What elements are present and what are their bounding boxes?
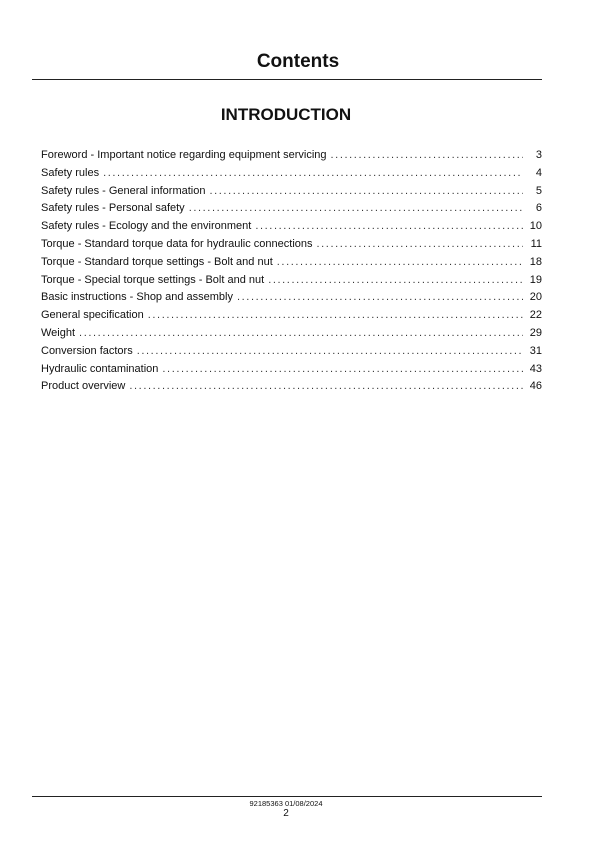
toc-entry-page: 5	[535, 184, 542, 197]
toc-entry-label: Safety rules	[41, 166, 100, 179]
toc-leader-dots	[129, 378, 523, 396]
toc-leader-dots	[209, 183, 523, 201]
toc-entry-label: Safety rules - General information	[41, 184, 206, 197]
title-divider	[32, 79, 542, 80]
toc-entry-label: Basic instructions - Shop and assembly	[41, 291, 233, 304]
toc-leader-dots	[237, 289, 523, 307]
toc-entry-page: 6	[535, 202, 542, 215]
toc-leader-dots	[189, 200, 523, 218]
toc-entry[interactable]	[41, 289, 542, 307]
toc-entry[interactable]	[41, 325, 542, 343]
toc-entry-label: Torque - Standard torque data for hydraulic connections	[41, 237, 313, 250]
toc-leader-dots	[268, 272, 523, 290]
toc-leader-dots	[148, 307, 523, 325]
toc-entry[interactable]	[41, 165, 542, 183]
toc-entry-page: 20	[529, 291, 542, 304]
toc-leader-dots	[137, 343, 523, 361]
footer-doc-code: 92185363 01/08/2024	[249, 799, 323, 808]
toc-entry-label: Foreword - Important notice regarding equipment servicing	[41, 149, 327, 161]
toc-entry-label: Torque - Special torque settings - Bolt and nut	[41, 273, 265, 286]
toc-entry[interactable]	[41, 254, 542, 272]
toc-leader-dots	[277, 254, 523, 272]
toc-entry[interactable]	[41, 378, 542, 396]
toc-entry[interactable]	[41, 147, 542, 165]
toc-entry[interactable]	[41, 200, 542, 218]
toc-entry-page: 46	[529, 380, 542, 393]
toc-entry[interactable]	[41, 218, 542, 236]
toc-entry-page: 29	[529, 326, 542, 339]
toc-entry-label: Product overview	[41, 380, 126, 393]
toc-entry-label: Safety rules - Personal safety	[41, 202, 185, 215]
toc-entry-label: Torque - Standard torque settings - Bolt and nut	[41, 255, 273, 268]
toc-leader-dots	[103, 165, 523, 183]
toc-leader-dots	[331, 147, 523, 165]
toc-entry-label: General specification	[41, 309, 144, 322]
toc-entry[interactable]	[41, 236, 542, 254]
section-title: INTRODUCTION	[220, 105, 352, 124]
table-of-contents	[41, 147, 542, 396]
toc-leader-dots	[317, 236, 524, 254]
toc-entry-page: 10	[529, 220, 542, 233]
toc-entry[interactable]	[41, 183, 542, 201]
toc-entry-page: 3	[535, 149, 542, 161]
toc-entry[interactable]	[41, 307, 542, 325]
toc-entry-label: Conversion factors	[41, 344, 133, 357]
toc-entry-label: Weight	[41, 326, 76, 339]
toc-entry-page: 43	[529, 362, 542, 375]
toc-entry[interactable]	[41, 343, 542, 361]
toc-entry-page: 22	[529, 309, 542, 322]
toc-leader-dots	[79, 325, 523, 343]
toc-leader-dots	[255, 218, 523, 236]
toc-entry[interactable]	[41, 361, 542, 379]
toc-entry-label: Hydraulic contamination	[41, 362, 159, 375]
footer-divider	[32, 796, 542, 797]
page-title: Contents	[256, 51, 340, 72]
toc-entry-page: 19	[529, 273, 542, 286]
toc-entry-page: 18	[529, 255, 542, 268]
toc-entry[interactable]	[41, 272, 542, 290]
toc-entry-page: 31	[529, 344, 542, 357]
footer-page-number: 2	[283, 808, 289, 819]
toc-entry-page: 11	[530, 237, 542, 250]
toc-leader-dots	[162, 361, 523, 379]
toc-entry-label: Safety rules - Ecology and the environment	[41, 220, 252, 233]
toc-entry-page: 4	[535, 166, 542, 179]
